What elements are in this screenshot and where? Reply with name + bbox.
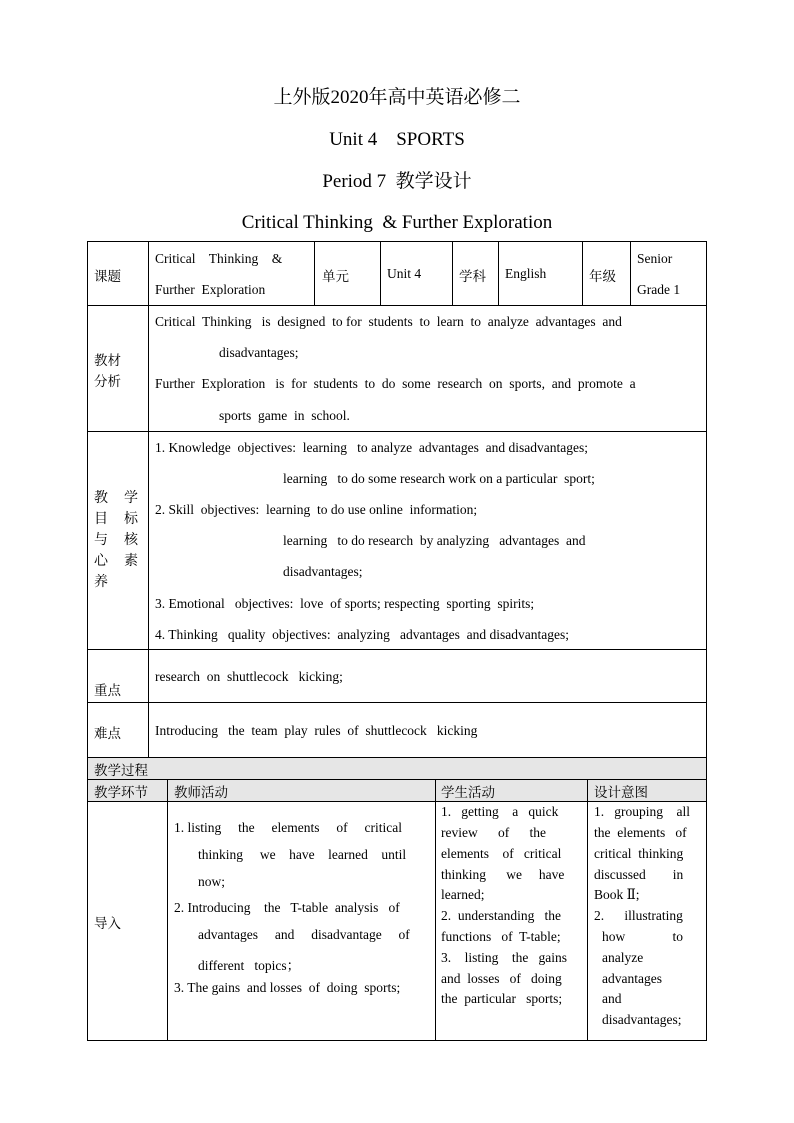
student-activity-line: the particular sports; [441, 991, 563, 1006]
objectives-char: 心 [94, 553, 108, 569]
design-intent-line: discussed in [594, 867, 684, 882]
material-label-1: 教材 [94, 353, 121, 369]
objective-line: 4. Thinking quality objectives: analyzing advantages and disadvantages; [155, 627, 570, 642]
design-intent-line: Book Ⅱ; [594, 887, 640, 902]
teacher-activity-line: thinking we have learned until [198, 847, 407, 862]
objectives-char: 教 [94, 490, 108, 506]
design-intent-line: and [602, 991, 622, 1006]
period-title: Period 7 教学设计 [322, 171, 472, 192]
course-value-line2: Further Exploration [155, 282, 266, 297]
objectives-char: 核 [124, 532, 138, 548]
design-intent-line: advantages [602, 971, 662, 986]
design-intent-line: disadvantages; [602, 1012, 682, 1027]
design-intent-line: 2. illustrating [594, 908, 683, 923]
design-intent-line: how to [602, 929, 683, 944]
material-label-2: 分析 [94, 374, 121, 390]
objectives-char: 与 [94, 532, 108, 548]
lesson-title: Critical Thinking & Further Exploration [241, 212, 553, 233]
student-activity-line: and losses of doing [441, 971, 562, 986]
teacher-activity-line: now; [198, 874, 225, 889]
student-activity-line: learned; [441, 887, 485, 902]
grade-value-line2: Grade 1 [637, 282, 681, 297]
key-point-label: 重点 [94, 683, 121, 699]
difficulty-label: 难点 [94, 726, 121, 742]
grade-value-line1: Senior [637, 251, 673, 266]
teacher-activity-line: 2. Introducing the T-table analysis of [174, 900, 400, 915]
material-line: Critical Thinking is designed to for students to learn to analyze advantages and [155, 314, 622, 329]
objective-line: learning to do research by analyzing advantages and [283, 533, 586, 548]
student-activity-line: review of the [441, 825, 546, 840]
process-stage: 导入 [94, 916, 121, 932]
document-title: 上外版2020年高中英语必修二 [273, 87, 521, 108]
design-intent-line: the elements of [594, 825, 687, 840]
grade-label: 年级 [589, 269, 616, 285]
course-label: 课题 [94, 269, 121, 285]
student-activity-line: 1. getting a quick [441, 804, 559, 819]
teacher-activity-line: 3. The gains and losses of doing sports; [174, 980, 401, 995]
student-activity-line: elements of critical [441, 846, 562, 861]
unit-value: Unit 4 [387, 266, 422, 281]
teacher-activity-line: 1. listing the elements of critical [174, 820, 402, 835]
difficulty-value: Introducing the team play rules of shuttlecock kicking [155, 723, 478, 738]
unit-label: 单元 [322, 269, 349, 285]
design-intent-line: analyze [602, 950, 644, 965]
student-activity-line: thinking we have [441, 867, 565, 882]
process-header-intent: 设计意图 [594, 785, 648, 801]
key-point-value: research on shuttlecock kicking; [155, 669, 343, 684]
objective-line: 1. Knowledge objectives: learning to analyze advantages and disadvantages; [155, 440, 588, 455]
subject-value: English [505, 266, 547, 281]
objective-line: 3. Emotional objectives: love of sports; respecting sporting spirits; [155, 596, 535, 611]
teacher-activity-line: different topics； [198, 958, 301, 973]
student-activity-line: 3. listing the gains [441, 950, 567, 965]
teacher-activity-line: advantages and disadvantage of [198, 927, 410, 942]
objectives-char: 养 [94, 574, 108, 590]
design-intent-line: 1. grouping all [594, 804, 690, 819]
process-header-stage: 教学环节 [94, 785, 148, 801]
student-activity-line: functions of T-table; [441, 929, 561, 944]
objectives-char: 素 [124, 553, 138, 569]
material-line: sports game in school. [219, 408, 350, 423]
objective-line: disadvantages; [283, 564, 363, 579]
objective-line: learning to do some research work on a particular sport; [283, 471, 595, 486]
objectives-char: 标 [124, 511, 138, 527]
objectives-char: 学 [124, 490, 138, 506]
objectives-char: 目 [94, 511, 108, 527]
course-value-line1: Critical Thinking & [155, 251, 283, 266]
material-line: Further Exploration is for students to do some research on sports, and promote a [155, 376, 636, 391]
process-header-teacher: 教师活动 [174, 785, 228, 801]
design-intent-line: critical thinking [594, 846, 684, 861]
objective-line: 2. Skill objectives: learning to do use online information; [155, 502, 478, 517]
subject-label: 学科 [459, 269, 486, 285]
unit-title: Unit 4 SPORTS [329, 129, 465, 150]
student-activity-line: 2. understanding the [441, 908, 561, 923]
process-section-label: 教学过程 [94, 763, 148, 779]
material-line: disadvantages; [219, 345, 299, 360]
process-header-student: 学生活动 [441, 785, 495, 801]
